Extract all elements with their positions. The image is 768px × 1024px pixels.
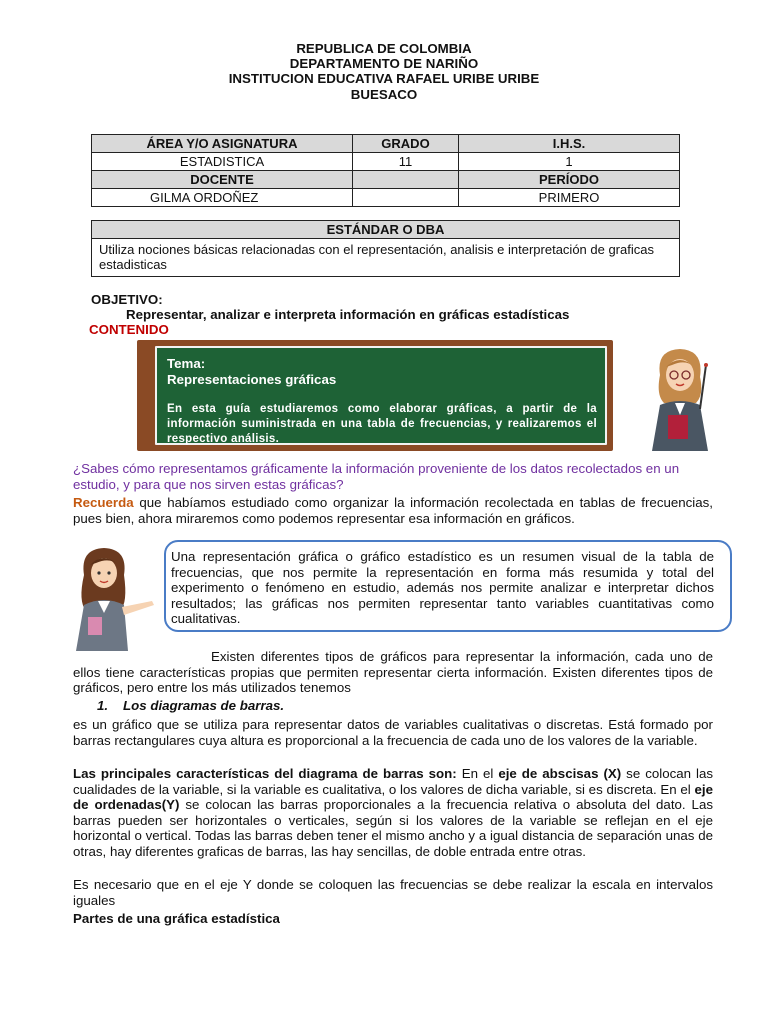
recuerda-word: Recuerda (73, 495, 134, 510)
teacher-with-pointer-illustration (642, 345, 718, 453)
header-line-department: DEPARTAMENTO DE NARIÑO (289, 56, 479, 71)
content-label: CONTENIDO (89, 322, 169, 337)
header-line-republic: REPUBLICA DE COLOMBIA (296, 41, 472, 56)
chalkboard-surface (155, 346, 607, 445)
ordinate-term: eje de ordenadas(Y) (73, 781, 713, 813)
objective-label: OBJETIVO: (91, 292, 163, 307)
docente-header: DOCENTE (92, 171, 353, 189)
recuerda-text: que habíamos estudiado como organizar la información recolectada en tablas de frecuencias, pues bien, ahora miraremos como podemos representar esa información en gráficos. (73, 495, 713, 526)
empty-value-cell (353, 189, 459, 207)
definition-callout (164, 540, 732, 632)
header-line-town: BUESACO (350, 87, 418, 102)
periodo-header: PERÍODO (459, 171, 680, 189)
area-header: ÁREA Y/O ASIGNATURA (92, 135, 353, 153)
types-paragraph: Existen diferentes tipos de gráficos para representar la información, cada uno de ellos tiene características propias que permiten representar cierta información. Existen diferentes tipos de gráficos, pero entre los más utilizados tenemos (73, 649, 713, 696)
teacher-presenting-illustration (68, 545, 160, 653)
list-item-number: 1. (97, 698, 109, 713)
parts-heading: Partes de una gráfica estadística (73, 911, 280, 926)
standard-heading: ESTÁNDAR O DBA (92, 221, 679, 239)
grado-header: GRADO (353, 135, 459, 153)
chalkboard (137, 340, 613, 451)
characteristics-text-1: En el (456, 766, 499, 781)
list-item-bar-diagrams: Los diagramas de barras. (123, 698, 285, 713)
callout-text: Una representación gráfica o gráfico estadístico es un resumen visual de la tabla de frecuencias, que nos permite la representación en forma más resumida y total del experimento o fenómeno en estudio, además nos permite analizar e interpretar dichos resultados; las gráficas nos permiten representar tanto variables cuantitativas como cualitativas. (171, 549, 714, 626)
area-value: ESTADISTICA (92, 153, 353, 171)
header-line-institution: INSTITUCION EDUCATIVA RAFAEL URIBE URIBE (228, 71, 540, 86)
objective-text: Representar, analizar e interpreta información en gráficas estadísticas (126, 307, 570, 322)
characteristics-text-3: se colocan las barras proporcionales a la frecuencia relativa o absoluta del dato. Las barras pueden ser horizontales o verticales, según si los valores de la variable se reflejan en el eje horizontal o vertical. Todas las barras deben tener el mismo ancho y a igual distancia de separación unas de otras, hay diferentes graficas de barras, las hay sencillas, de doble entrada entre otras. (73, 797, 713, 859)
periodo-value: PRIMERO (459, 189, 680, 207)
characteristics-lead: Las principales características del diagrama de barras son: (73, 766, 457, 781)
board-tema-label: Tema: (167, 356, 206, 371)
bar-definition-paragraph: es un gráfico que se utiliza para representar datos de variables cualitativas o discretas. Está formado por barras rectangulares cuya altura es proporcional a la frecuencia de cada uno de los valores de la variable. (73, 717, 713, 748)
characteristics-text-2: se colocan las cualidades de la variable, si la variable es cualitativa, o los valores de dicha variable, si es discreta. En el (73, 766, 714, 797)
board-title: Representaciones gráficas (167, 372, 337, 387)
standard-box (91, 220, 680, 277)
docente-value: GILMA ORDOÑEZ (92, 189, 353, 207)
standard-text: Utiliza nociones básicas relacionadas con el representación, analisis e interpretación de graficas estadisticas (99, 242, 654, 272)
recuerda-paragraph (73, 495, 713, 526)
characteristics-paragraph (73, 766, 713, 860)
subject-info-table (91, 134, 680, 207)
abscissa-term: eje de abscisas (X) (498, 766, 622, 781)
ihs-value: 1 (459, 153, 680, 171)
empty-header-cell (353, 171, 459, 189)
ihs-header: I.H.S. (459, 135, 680, 153)
intro-question: ¿Sabes cómo representamos gráficamente la información proveniente de los datos recolectados en un estudio, y para que nos sirven estas gráficas? (73, 461, 680, 492)
grado-value: 11 (353, 153, 459, 171)
scale-paragraph: Es necesario que en el eje Y donde se coloquen las frecuencias se debe realizar la escala en intervalos iguales (73, 877, 713, 908)
board-text: En esta guía estudiaremos como elaborar gráficas, a partir de la información suministrada en una tabla de frecuencias, y realizaremos el respectivo análisis. (167, 403, 597, 445)
